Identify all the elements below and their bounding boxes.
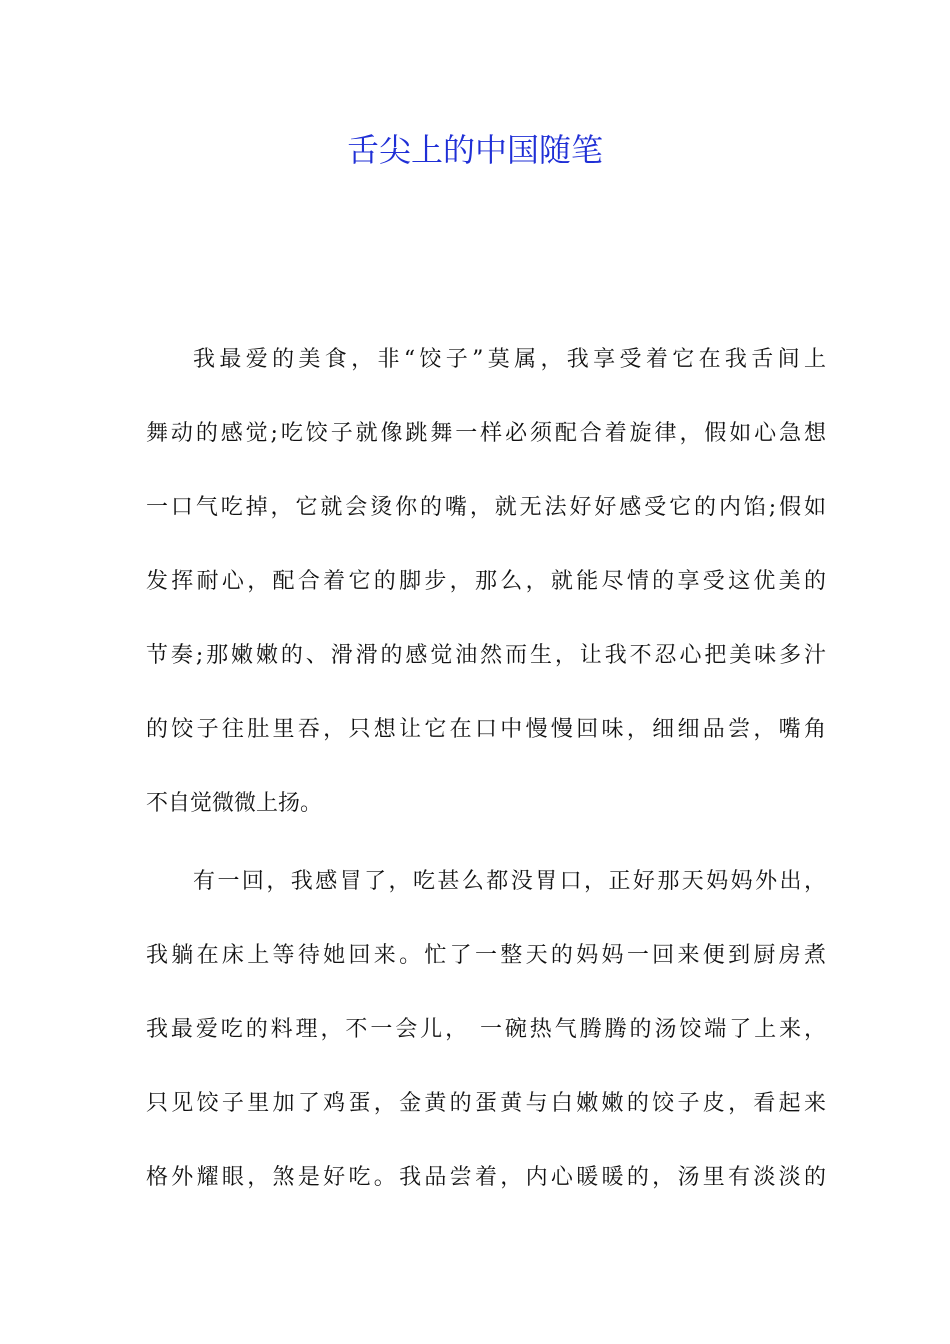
paragraph-1-line-4: 发挥耐心，配合着它的脚步，那么，就能尽情的享受这优美的: [146, 569, 826, 594]
paragraph-1-line-3: 一口气吃掉，它就会烫你的嘴，就无法好好感受它的内馅;假如: [146, 495, 826, 520]
paragraph-2-line-5: 格外耀眼，煞是好吃。我品尝着，内心暖暖的，汤里有淡淡的: [146, 1165, 826, 1190]
paragraph-1-line-6: 的饺子往肚里吞，只想让它在口中慢慢回味，细细品尝，嘴角: [146, 717, 826, 742]
paragraph-1-line-2: 舞动的感觉;吃饺子就像跳舞一样必须配合着旋律，假如心急想: [146, 421, 826, 446]
document-title: 舌尖上的中国随笔: [346, 131, 603, 169]
paragraph-2-line-3: 我最爱吃的料理，不一会儿， 一碗热气腾腾的汤饺端了上来，: [146, 1017, 826, 1042]
paragraph-2-line-1: 有一回，我感冒了，吃甚么都没胃口，正好那天妈妈外出，: [193, 869, 826, 894]
paragraph-2-line-4: 只见饺子里加了鸡蛋，金黄的蛋黄与白嫩嫩的饺子皮，看起来: [146, 1091, 826, 1116]
paragraph-1-line-7: 不自觉微微上扬。: [146, 791, 323, 816]
paragraph-2-line-2: 我躺在床上等待她回来。忙了一整天的妈妈一回来便到厨房煮: [146, 943, 826, 968]
paragraph-1-line-5: 节奏;那嫩嫩的、滑滑的感觉油然而生，让我不忍心把美味多汁: [146, 643, 826, 668]
paragraph-1-line-1: 我最爱的美食，非“饺子”莫属，我享受着它在我舌间上: [193, 347, 826, 372]
